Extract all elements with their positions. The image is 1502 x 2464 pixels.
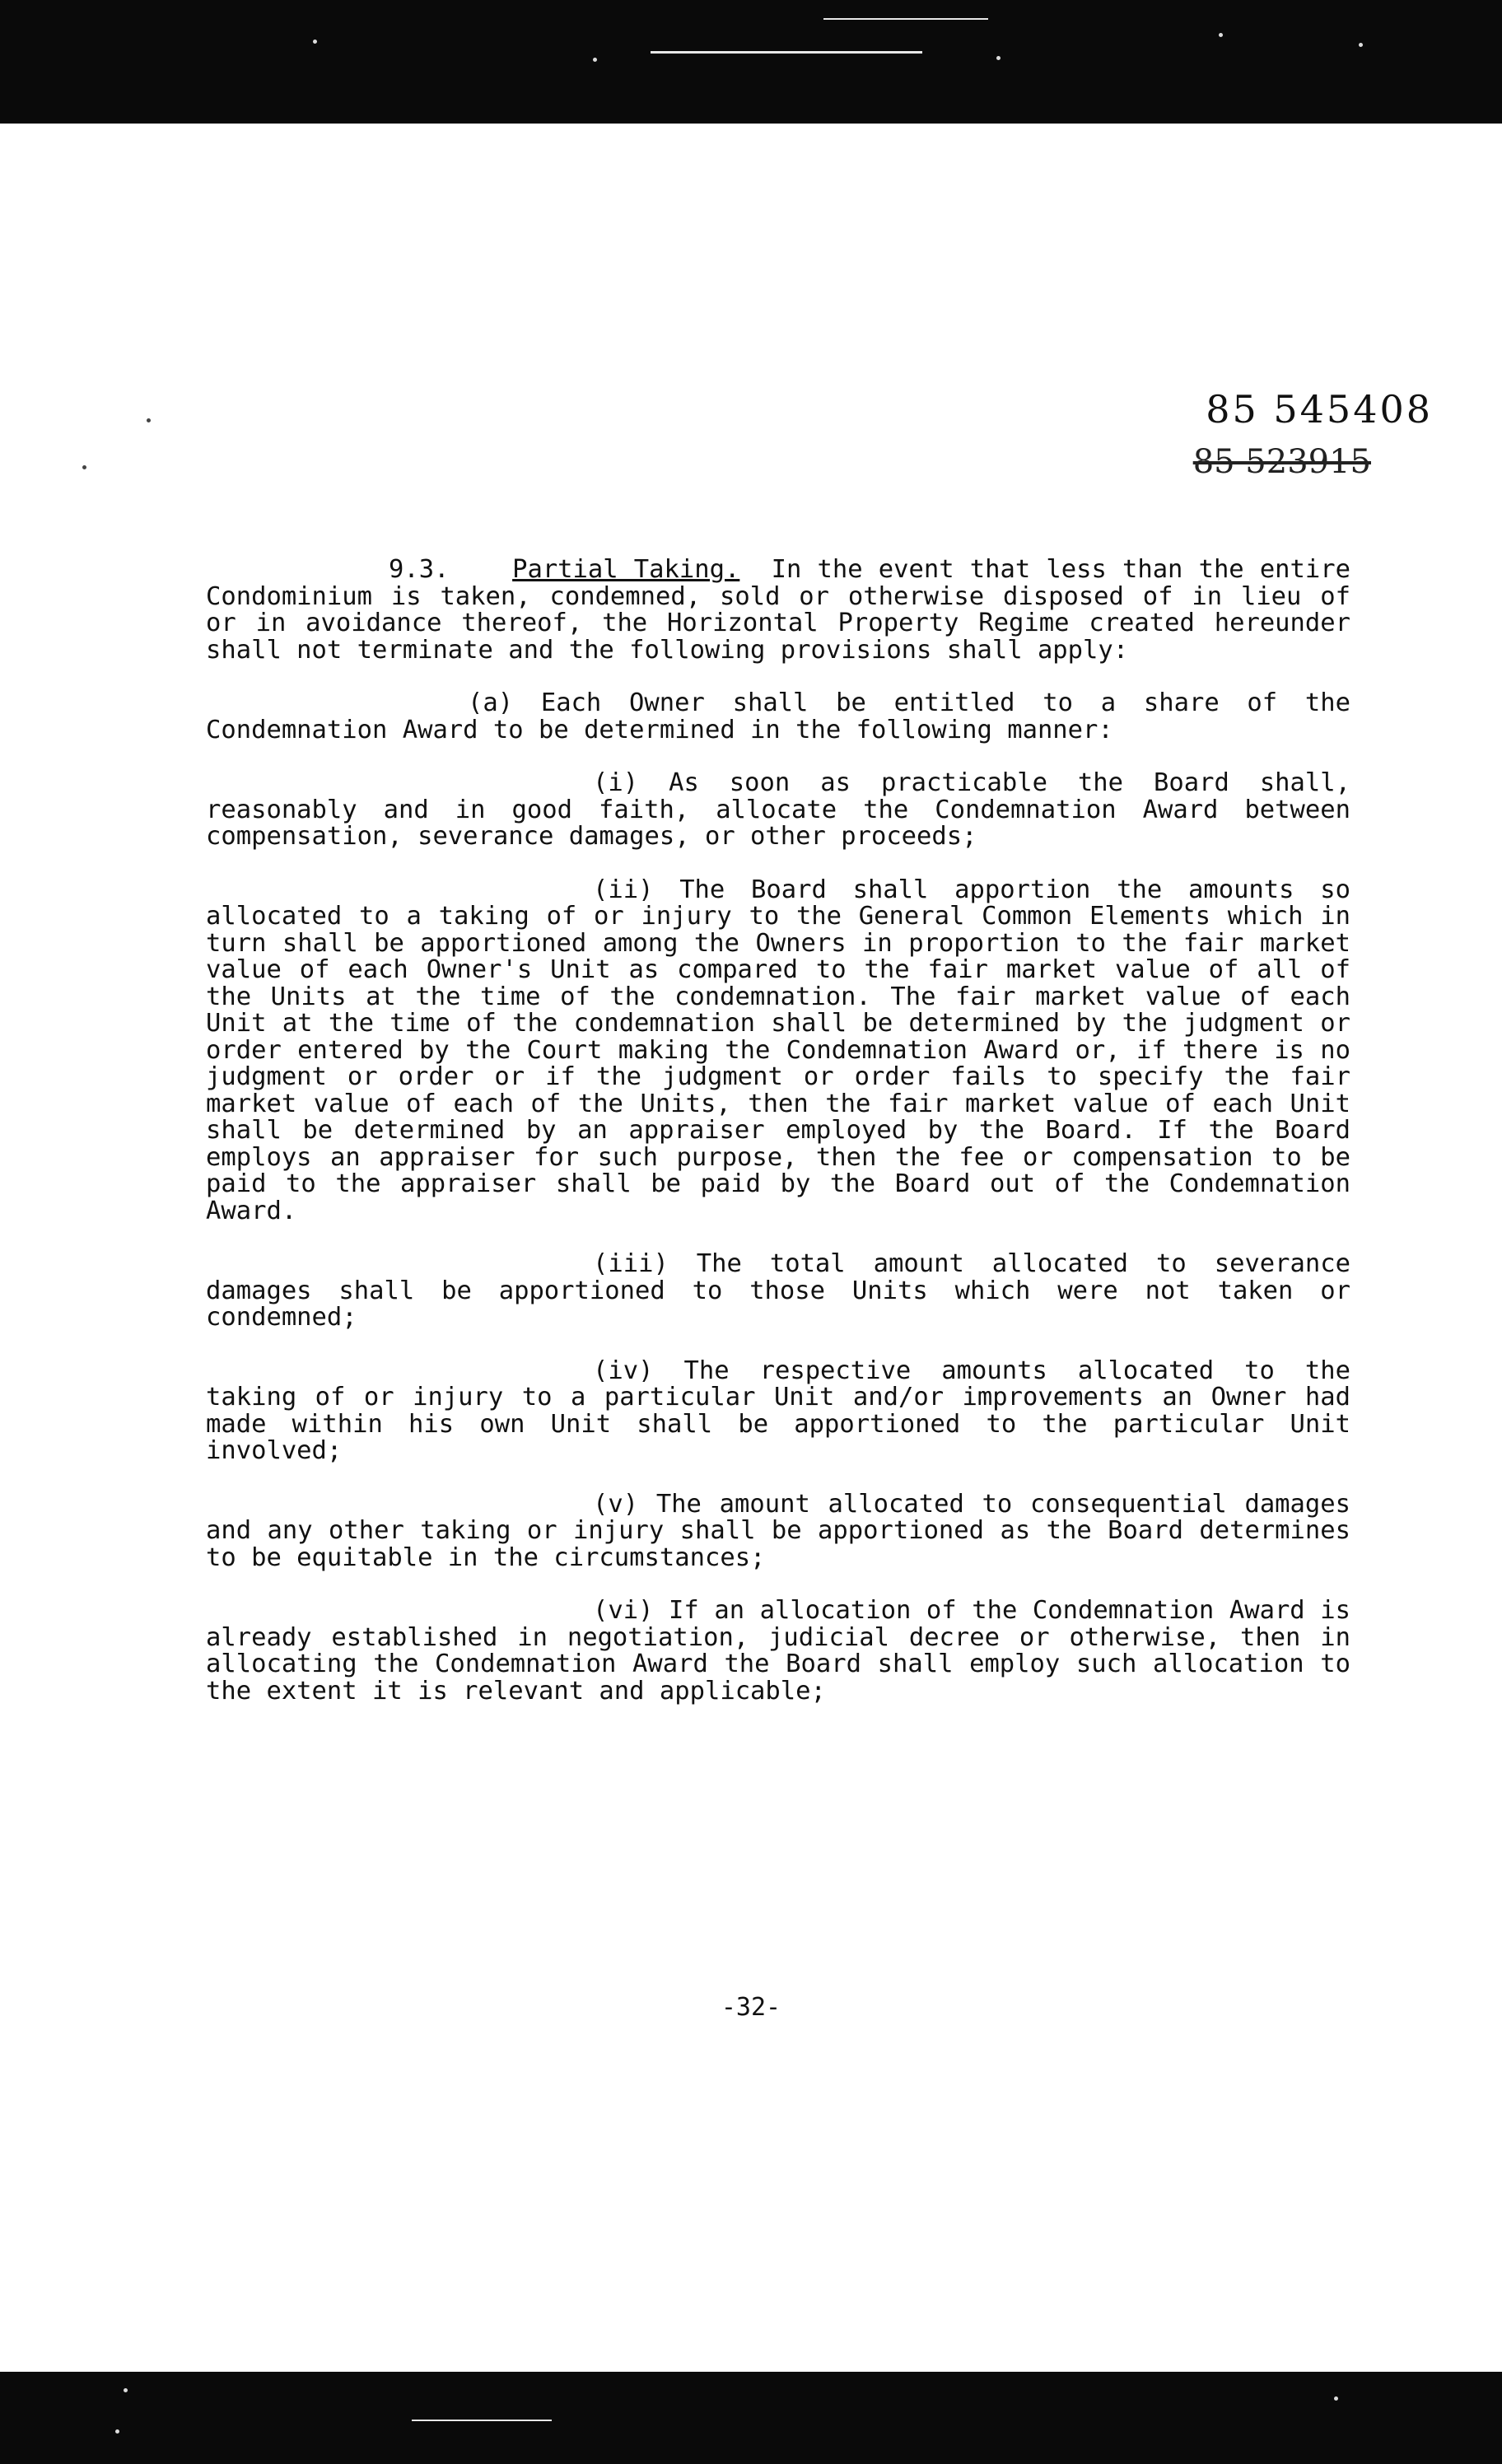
scan-speck	[147, 418, 151, 422]
scan-speck	[82, 465, 86, 469]
scan-speck	[124, 2388, 128, 2392]
scan-artifact-line	[651, 51, 922, 54]
section-number: 9.3.	[389, 555, 450, 584]
scan-speck	[1334, 2396, 1338, 2401]
scan-border-top	[0, 0, 1502, 124]
document-body	[206, 557, 1350, 1731]
scan-artifact-line	[823, 18, 988, 20]
page-number: -32-	[721, 1993, 781, 2022]
clause-vi: (vi) If an allocation of the Condemnation Award is already established in negotiation, judicial decree or otherwise, then in allocating the Condemnation Award the Board shall employ such allocation to the extent it is relevant and applicable;	[206, 1596, 1350, 1706]
section-9-3-paragraph	[206, 557, 1350, 664]
scan-speck	[313, 40, 317, 44]
scan-border-bottom	[0, 2372, 1502, 2464]
section-title: Partial Taking.	[512, 555, 740, 584]
clause-iii: (iii) The total amount allocated to severance damages shall be apportioned to those Units which were not taken or condemned;	[206, 1249, 1350, 1332]
clause-i: (i) As soon as practicable the Board shall, reasonably and in good faith, allocate the Condemnation Award between compensation, severance damages, or other proceeds;	[206, 768, 1350, 851]
scan-artifact-line	[412, 2420, 552, 2421]
clause-ii: (ii) The Board shall apportion the amounts so allocated to a taking of or injury to the General Common Elements which in turn shall be apportioned among the Owners in proportion to the fair market value of each Owner's Unit as compared to the fair market value of all of the Units at the time of the condemnation. The fair market value of each Unit at the time of the condemnation shall be determined by the judgment or order entered by the Court making the Condemnation Award or, if there is no judgment or order or if the judgment or order fails to specify the fair market value of each of the Units, then the fair market value of each Unit shall be determined by an appraiser employed by the Board. If the Board employs an appraiser for such purpose, then the fee or compensation to be paid to the appraiser shall be paid by the Board out of the Condemnation Award.	[206, 875, 1350, 1225]
scan-speck	[996, 56, 1001, 60]
scan-speck	[593, 58, 597, 62]
section-intro: In the event that less than the entire Condominium is taken, condemned, sold or otherwise disposed of in lieu of or in avoidance thereof, the Horizontal Property Regime created hereunder shall not terminate and the following provisions shall apply:	[206, 555, 1350, 665]
scan-speck	[1359, 43, 1363, 47]
clause-v: (v) The amount allocated to consequential damages and any other taking or injury shall be apportioned as the Board determines to be equitable in the circumstances;	[206, 1489, 1350, 1572]
scan-speck	[115, 2429, 119, 2434]
subsection-a: (a) Each Owner shall be entitled to a share of the Condemnation Award to be determined in the following manner:	[206, 688, 1350, 744]
document-number: 85 545408	[1206, 387, 1433, 432]
scan-speck	[1219, 33, 1223, 37]
struck-document-number: 85 523915	[1192, 443, 1371, 481]
clause-iv: (iv) The respective amounts allocated to the taking of or injury to a particular Unit and/or improvements an Owner had made within his own Unit shall be apportioned to the particular Unit involved;	[206, 1356, 1350, 1465]
